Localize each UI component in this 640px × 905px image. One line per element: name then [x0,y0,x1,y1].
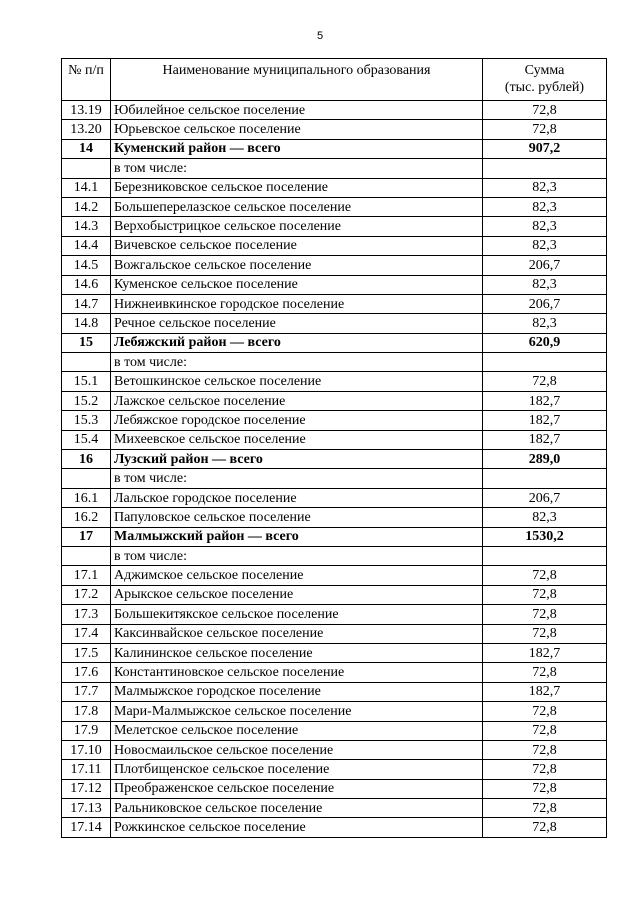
row-sum: 1530,2 [483,527,607,546]
district-total-row [62,450,607,469]
row-name: Березниковское сельское поселение [111,178,483,197]
row-name: Малмыжский район — всего [111,527,483,546]
row-sum [483,159,607,178]
row-name: Михеевское сельское поселение [111,430,483,449]
row-name: Большекитякское сельское поселение [111,605,483,624]
table-row [62,217,607,236]
row-number: 14.5 [62,256,111,275]
row-name: Папуловское сельское поселение [111,508,483,527]
row-number [62,353,111,372]
row-number: 17.1 [62,566,111,585]
row-name: Арыкское сельское поселение [111,585,483,604]
row-number: 17.11 [62,760,111,779]
allocation-table [61,58,607,838]
row-name: Рожкинское сельское поселение [111,818,483,837]
row-name: Малмыжское городское поселение [111,682,483,701]
table-row [62,702,607,721]
table-row [62,353,607,372]
row-number: 16.2 [62,508,111,527]
row-number [62,159,111,178]
row-sum: 206,7 [483,488,607,507]
row-number: 17.7 [62,682,111,701]
table-row [62,546,607,565]
district-total-row [62,527,607,546]
row-number [62,546,111,565]
table-row [62,372,607,391]
row-sum: 72,8 [483,120,607,139]
header-number: № п/п [62,59,111,101]
table-row [62,585,607,604]
row-number: 14.2 [62,197,111,216]
row-name: Речное сельское поселение [111,314,483,333]
row-sum: 82,3 [483,314,607,333]
row-number: 13.20 [62,120,111,139]
row-sum: 72,8 [483,740,607,759]
row-sum: 72,8 [483,372,607,391]
row-sum: 289,0 [483,450,607,469]
row-sum: 620,9 [483,333,607,352]
header-sum [483,59,607,101]
table-row [62,314,607,333]
row-sum: 72,8 [483,779,607,798]
table-row [62,391,607,410]
row-name: Аджимское сельское поселение [111,566,483,585]
row-sum: 82,3 [483,508,607,527]
row-sum: 82,3 [483,236,607,255]
row-sum: 182,7 [483,411,607,430]
row-sum: 182,7 [483,430,607,449]
row-sum: 72,8 [483,702,607,721]
row-number: 15.4 [62,430,111,449]
row-name: Ральниковское сельское поселение [111,799,483,818]
table-row [62,488,607,507]
row-sum [483,353,607,372]
row-name: Константиновское сельское поселение [111,663,483,682]
table-row [62,760,607,779]
row-number: 15 [62,333,111,352]
row-number: 17 [62,527,111,546]
row-number: 16 [62,450,111,469]
table-row [62,120,607,139]
table-row [62,294,607,313]
row-number: 14.4 [62,236,111,255]
row-number: 17.4 [62,624,111,643]
row-sum [483,469,607,488]
row-number: 17.5 [62,643,111,662]
table-row [62,178,607,197]
table-row [62,275,607,294]
row-sum: 182,7 [483,682,607,701]
row-sum: 72,8 [483,799,607,818]
page-number: 5 [316,30,324,42]
row-sum: 72,8 [483,721,607,740]
row-name: Куменский район — всего [111,139,483,158]
row-sum: 82,3 [483,178,607,197]
row-sum: 206,7 [483,256,607,275]
table-row [62,566,607,585]
row-name: Мелетское сельское поселение [111,721,483,740]
row-number: 17.13 [62,799,111,818]
table-row [62,799,607,818]
row-number: 17.2 [62,585,111,604]
row-number: 13.19 [62,101,111,120]
row-sum: 72,8 [483,566,607,585]
row-sum: 82,3 [483,217,607,236]
header-sum-title: Сумма [524,63,565,78]
row-number: 14.1 [62,178,111,197]
row-number: 14.6 [62,275,111,294]
row-name: в том числе: [111,469,483,488]
row-number: 15.2 [62,391,111,410]
row-sum: 72,8 [483,585,607,604]
table-row [62,197,607,216]
row-name: Калининское сельское поселение [111,643,483,662]
row-sum: 72,8 [483,818,607,837]
row-sum: 72,8 [483,605,607,624]
district-total-row [62,333,607,352]
row-name: Плотбищенское сельское поселение [111,760,483,779]
table-row [62,663,607,682]
row-name: Лебяжский район — всего [111,333,483,352]
table-row [62,101,607,120]
row-sum: 82,3 [483,197,607,216]
row-name: Лажское сельское поселение [111,391,483,410]
row-name: Куменское сельское поселение [111,275,483,294]
row-sum: 182,7 [483,643,607,662]
table-body [62,101,607,838]
table-row [62,779,607,798]
table-row [62,682,607,701]
table-row [62,740,607,759]
table-header-row [62,59,607,101]
table-row [62,818,607,837]
row-name: в том числе: [111,159,483,178]
row-sum: 72,8 [483,624,607,643]
table-row [62,721,607,740]
table-row [62,624,607,643]
table-row [62,508,607,527]
table-row [62,236,607,255]
row-number: 14.8 [62,314,111,333]
row-name: Большеперелазское сельское поселение [111,197,483,216]
row-sum: 72,8 [483,663,607,682]
row-sum: 72,8 [483,101,607,120]
table-row [62,256,607,275]
header-sum-unit: (тыс. рублей) [504,80,585,95]
table-row [62,411,607,430]
row-name: Лузский район — всего [111,450,483,469]
row-name: в том числе: [111,353,483,372]
table-row [62,430,607,449]
row-number: 14.7 [62,294,111,313]
row-number: 17.12 [62,779,111,798]
row-number: 15.1 [62,372,111,391]
table-row [62,159,607,178]
row-name: в том числе: [111,546,483,565]
row-number: 17.14 [62,818,111,837]
row-number: 14 [62,139,111,158]
row-name: Каксинвайское сельское поселение [111,624,483,643]
row-sum: 907,2 [483,139,607,158]
row-sum [483,546,607,565]
table-row [62,605,607,624]
row-name: Мари-Малмыжское сельское поселение [111,702,483,721]
row-name: Вожгальское сельское поселение [111,256,483,275]
row-number: 15.3 [62,411,111,430]
row-name: Юбилейное сельское поселение [111,101,483,120]
row-name: Верхобыстрицкое сельское поселение [111,217,483,236]
row-sum: 82,3 [483,275,607,294]
row-name: Новосмаильское сельское поселение [111,740,483,759]
row-name: Лебяжское городское поселение [111,411,483,430]
row-sum: 182,7 [483,391,607,410]
row-name: Преображенское сельское поселение [111,779,483,798]
row-sum: 206,7 [483,294,607,313]
row-number: 17.10 [62,740,111,759]
row-sum: 72,8 [483,760,607,779]
row-name: Нижнеивкинское городское поселение [111,294,483,313]
row-number: 17.3 [62,605,111,624]
row-name: Юрьевское сельское поселение [111,120,483,139]
table-row [62,643,607,662]
row-name: Ветошкинское сельское поселение [111,372,483,391]
table-row [62,469,607,488]
row-number: 14.3 [62,217,111,236]
row-number: 17.8 [62,702,111,721]
row-name: Лальское городское поселение [111,488,483,507]
row-number: 17.9 [62,721,111,740]
header-name: Наименование муниципального образования [111,59,483,101]
row-number: 16.1 [62,488,111,507]
row-number: 17.6 [62,663,111,682]
district-total-row [62,139,607,158]
row-name: Вичевское сельское поселение [111,236,483,255]
row-number [62,469,111,488]
